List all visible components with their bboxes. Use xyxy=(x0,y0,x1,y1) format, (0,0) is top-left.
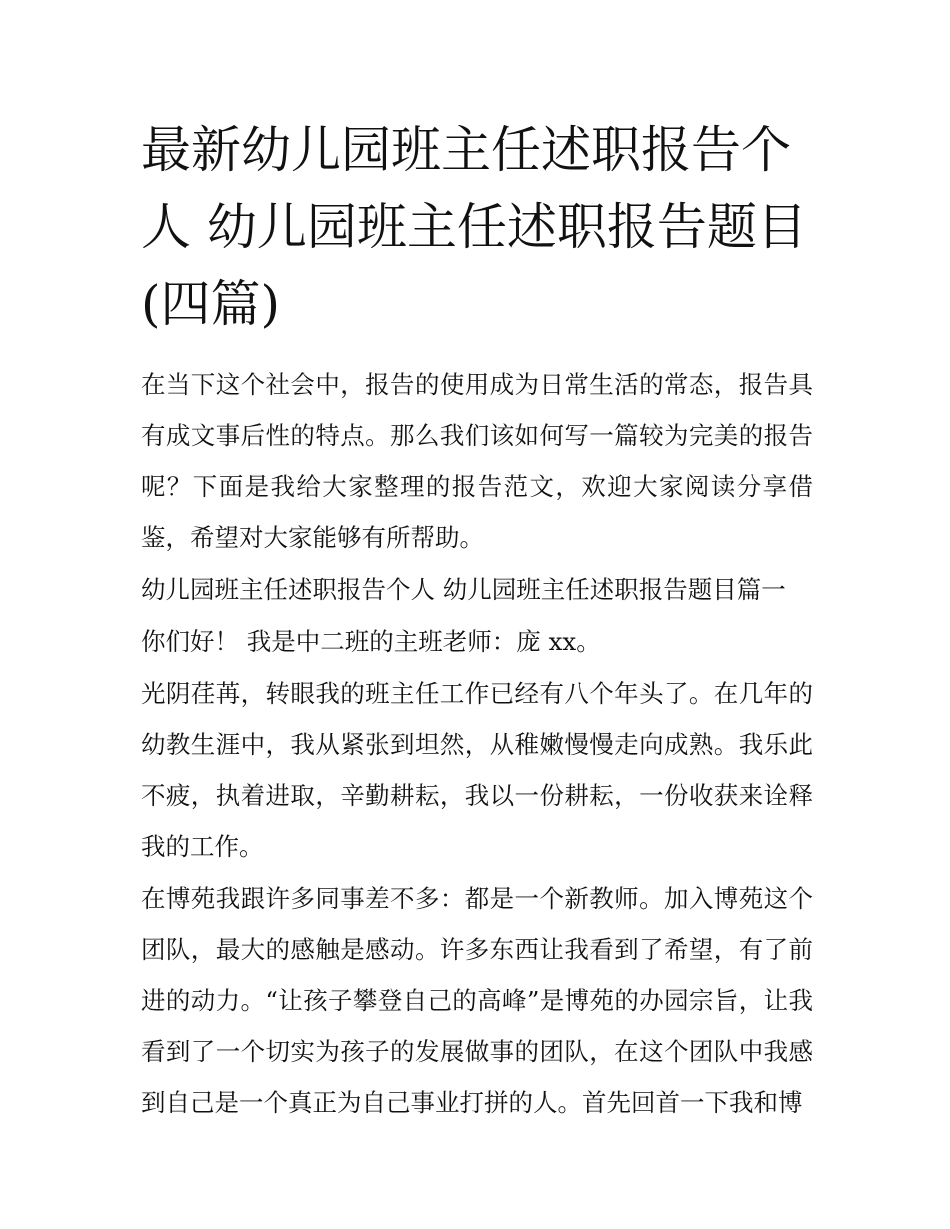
body-paragraph: 光阴荏苒，转眼我的班主任工作已经有八个年头了。在几年的幼教生涯中，我从紧张到坦然，从稚嫩慢慢走向成熟。我乐此不疲，执着进取，辛勤耕耘，我以一份耕耘，一份收获来诠释我的工作。 xyxy=(141,679,813,861)
document-title: 最新幼儿园班主任述职报告个人 幼儿园班主任述职报告题目(四篇) xyxy=(141,121,807,333)
intro-paragraph: 在当下这个社会中，报告的使用成为日常生活的常态，报告具有成文事后性的特点。那么我们该如何写一篇较为完美的报告呢？下面是我给大家整理的报告范文，欢迎大家阅读分享借鉴，希望对大家能够有所帮助。 xyxy=(141,370,813,552)
greeting-paragraph: 你们好！ 我是中二班的主班老师：庞 xx。 xyxy=(141,627,601,656)
section-heading: 幼儿园班主任述职报告个人 幼儿园班主任述职报告题目篇一 xyxy=(141,575,786,604)
document-body xyxy=(141,359,813,1128)
document-page xyxy=(141,112,813,1129)
body-paragraph: 在博苑我跟许多同事差不多：都是一个新教师。加入博苑这个团队，最大的感触是感动。许多东西让我看到了希望，有了前进的动力。“让孩子攀登自己的高峰”是博苑的办园宗旨，让我看到了一个切实为孩子的发展做事的团队，在这个团队中我感到自己是一个真正为自己事业打拼的人。首先回首一下我和博 xyxy=(141,884,813,1117)
